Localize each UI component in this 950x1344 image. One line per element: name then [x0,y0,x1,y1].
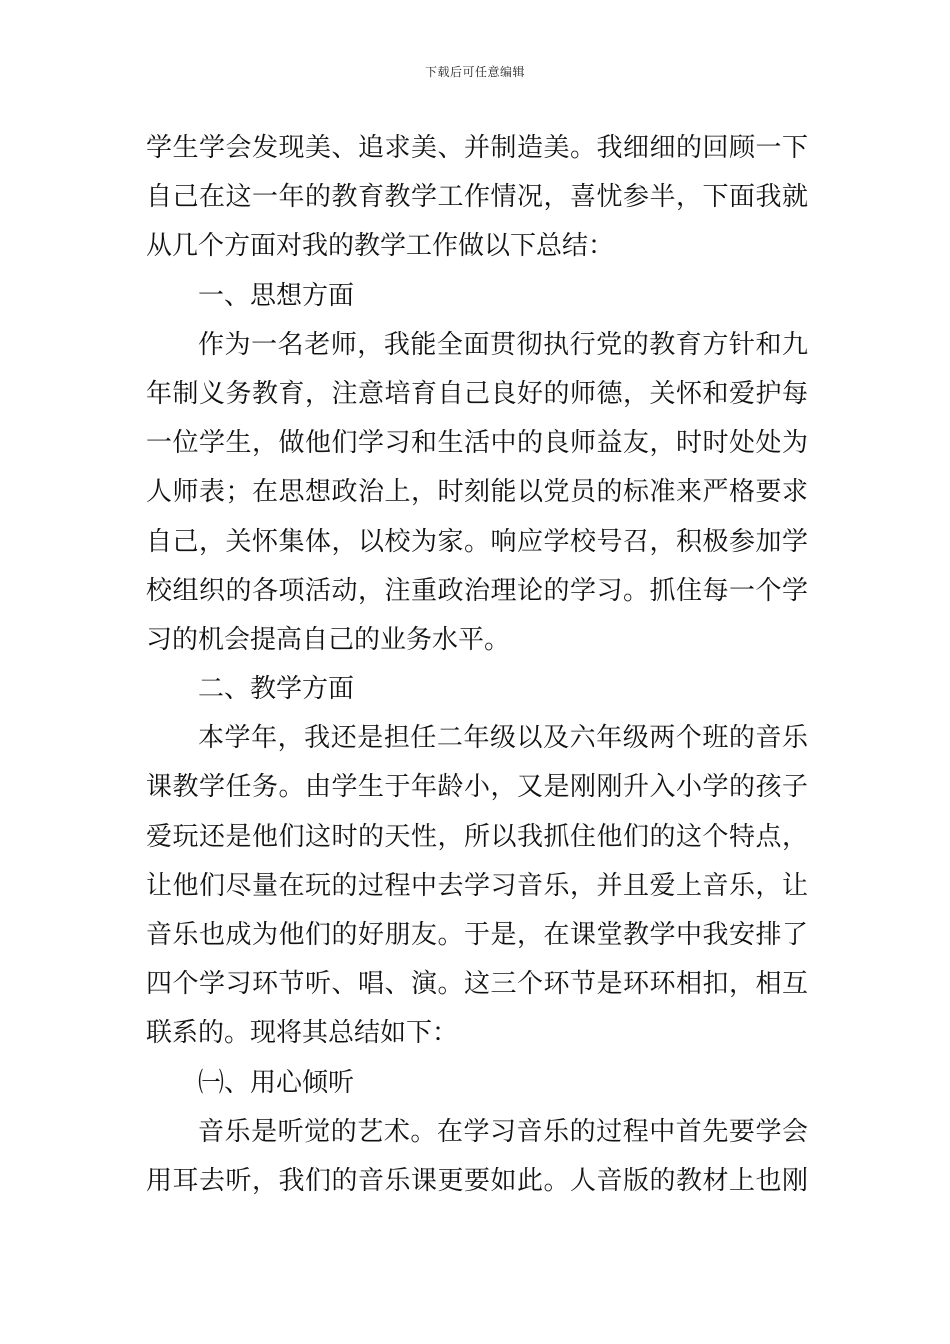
document-body [146,124,808,1206]
text-line: 用耳去听，我们的音乐课更要如此。人音版的教材上也刚 [146,1165,808,1196]
page-header: 下载后可任意编辑 [424,65,525,79]
text-line: 本学年，我还是担任二年级以及六年级两个班的音乐 [198,723,808,754]
text-line: 自己在这一年的教育教学工作情况，喜忧参半，下面我就 [146,182,808,213]
text-line: 习的机会提高自己的业务水平。 [146,624,511,655]
text-line: 作为一名老师，我能全面贯彻执行党的教育方针和九 [198,329,808,360]
text-line: 年制义务教育，注意培育自己良好的师德，关怀和爱护每 [146,378,808,409]
text-line: 音乐也成为他们的好朋友。于是，在课堂教学中我安排了 [146,920,808,950]
text-line: 人师表；在思想政治上，时刻能以党员的标准来严格要求 [146,477,808,508]
text-line: 一、思想方面 [198,280,355,311]
text-line: 联系的。现将其总结如下： [146,1018,459,1049]
text-line: ㈠、用心倾听 [198,1067,355,1098]
text-line: 音乐是听觉的艺术。在学习音乐的过程中首先要学会 [198,1116,808,1147]
text-line: 一位学生，做他们学习和生活中的良师益友，时时处处为 [146,428,808,459]
text-line: 校组织的各项活动，注重政治理论的学习。抓住每一个学 [146,575,808,606]
text-line: 自己，关怀集体，以校为家。响应学校号召，积极参加学 [146,526,808,557]
text-line: 从几个方面对我的教学工作做以下总结： [146,231,615,262]
text-line: 二、教学方面 [198,674,355,705]
text-line: 课教学任务。由学生于年龄小，又是刚刚升入小学的孩子 [146,772,808,803]
text-line: 学生学会发现美、追求美、并制造美。我细细的回顾一下 [146,133,808,163]
text-line: 让他们尽量在玩的过程中去学习音乐，并且爱上音乐，让 [146,870,808,901]
text-line: 四个学习环节听、唱、演。这三个环节是环环相扣，相互 [146,969,808,1000]
text-line: 爱玩还是他们这时的天性，所以我抓住他们的这个特点， [146,821,808,852]
